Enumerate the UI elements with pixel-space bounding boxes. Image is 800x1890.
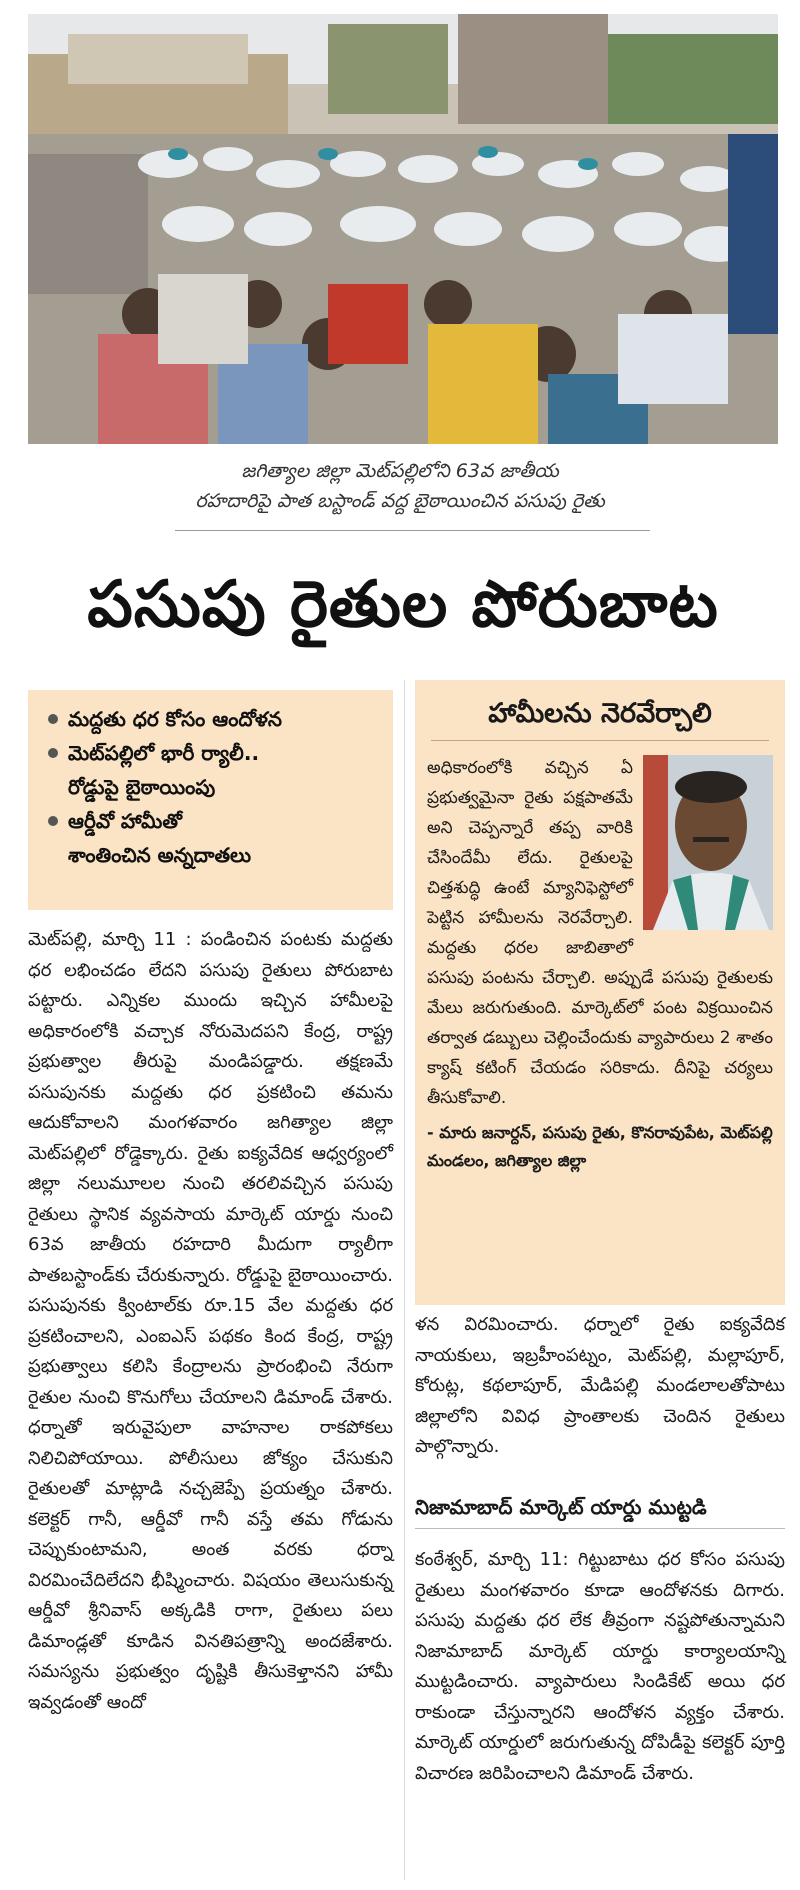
bullet-icon bbox=[48, 748, 58, 758]
farmer-portrait-image bbox=[643, 755, 773, 930]
highlight-text-cont: రోడ్డుపై బైఠాయింపు bbox=[68, 775, 216, 799]
highlight-item bbox=[42, 702, 379, 736]
bullet-icon bbox=[48, 714, 58, 724]
photo-caption bbox=[80, 456, 720, 516]
photo-caption-line2: రహదారిపై పాత బస్టాండ్ వద్ద బైఠాయించిన పసుపు రైతు bbox=[195, 490, 605, 512]
quote-text: అధికారంలోకి వచ్చిన ఏ ప్రభుత్వమైనా రైతు పక్షపాతమే అని చెప్పన్నారే తప్ప వారికి చేసిందేమీ లేదు. రైతులపై చిత్తశుద్ధి ఉంటే మ్యానిఫెస్టోలో పెట్టిన హామీలను నెరవేర్చాలి. మద్దతు ధరల జాబితాలో పసుపు పంటను చేర్చాలి. అప్పుడే పసుపు రైతులకు మేలు జరుగుతుంది. మార్కెట్‌లో పంట విక్రయించిన తర్వాత డబ్బులు చెల్లించేందుకు వ్యాపారులు 2 శాతం క్యాష్ కటింగ్ చేయడం సరికాదు. దీనిపై చర్యలు తీసుకోవాలి. bbox=[427, 758, 773, 1108]
quote-credit: - మారు జనార్దన్, పసుపు రైతు, కొనరావుపేట, మెట్‌పల్లి మండలం, జగిత్యాల జిల్లా bbox=[427, 1123, 773, 1170]
column-divider bbox=[404, 680, 405, 1880]
bullet-icon bbox=[48, 816, 58, 826]
article-body-left: మెట్‌పల్లి, మార్చి 11 : పండించిన పంటకు మద్దతు ధర లభించడం లేదని పసుపు రైతులు పోరుబాట పట్టారు. ఎన్నికల ముందు ఇచ్చిన హామీలపై అధికారంలోకి వచ్చాక నోరుమెదపని కేంద్ర, రాష్ట్ర ప్రభుత్వాల తీరుపై మండిపడ్డారు. తక్షణమే పసుపునకు మద్దతు ధర ప్రకటించి తమను ఆదుకోవాలని మంగళవారం జగిత్యాల జిల్లా మెట్‌పల్లిలో రోడ్డెక్కారు. రైతు ఐక్యవేదిక ఆధ్వర్యంలో జిల్లా నలుమూలల నుంచి తరలివచ్చిన పసుపు రైతులు స్థానిక వ్యవసాయ మార్కెట్ యార్డు నుంచి 63వ జాతీయ రహదారి మీదుగా ర్యాలీగా పాతబస్టాండ్‌కు చేరుకున్నారు. రోడ్డుపై బైఠాయించారు. పసుపునకు క్వింటాల్‌కు రూ.15 వేల మద్దతు ధర ప్రకటించాలని, ఎంఐఎస్ పథకం కింద కేంద్ర, రాష్ట్ర ప్రభుత్వాలు కలిసి కేంద్రాలను ప్రారంభించి నేరుగా రైతుల నుంచి కొనుగోలు చేయాలని డిమాండ్ చేశారు. ధర్నాతో ఇరువైపులా వాహనాల రాకపోకలు నిలిచిపోయాయి. పోలీసులు జోక్యం చేసుకుని రైతులతో మాట్లాడి నచ్చజెప్పే ప్రయత్నం చేశారు. కలెక్టర్ గానీ, ఆర్డీవో గానీ వస్తే తమ గోడును చెప్పుకుంటామని, అంత వరకు ధర్నా విరమించేదిలేదని భీష్మించారు. విషయం తెలుసుకున్న ఆర్డీవో శ్రీనివాస్ అక్కడికి రాగా, రైతులు పలు డిమాండ్లతో కూడిన వినతిపత్రాన్ని అందజేశారు. సమస్యను ప్రభుత్వం దృష్టికి తీసుకెళ్తానని హామీ ఇవ్వడంతో ఆందో bbox=[28, 929, 393, 1713]
highlight-text: మద్దతు ధర కోసం ఆందోళన bbox=[68, 707, 282, 731]
article-headline: పసుపు రైతుల పోరుబాట bbox=[87, 568, 719, 642]
quote-title: హామీలను నెరవేర్చాలి bbox=[431, 692, 769, 741]
protest-photo-image bbox=[28, 14, 778, 444]
highlights-box bbox=[28, 690, 393, 910]
highlight-item bbox=[42, 736, 379, 804]
nizamabad-body: కంఠేశ్వర్, మార్చి 11: గిట్టుబాటు ధర కోసం పసుపు రైతులు మంగళవారం కూడా ఆందోళనకు దిగారు. పసుపు మద్దతు ధర లేక తీవ్రంగా నష్టపోతున్నామని నిజామాబాద్ మార్కెట్ యార్డు కార్యాలయాన్ని ముట్టడించారు. వ్యాపారులు సిండికేట్ అయి ధర రాకుండా చేస్తున్నారని ఆందోళన వ్యక్తం చేశారు. మార్కెట్ యార్డులో జరుగుతున్న దోపిడీపై కలెక్టర్ పూర్తి విచారణ జరిపించాలని డిమాండ్ చేశారు. bbox=[415, 1549, 785, 1784]
highlight-item bbox=[42, 804, 379, 872]
highlight-text: ఆర్డీవో హామీతో bbox=[68, 809, 182, 833]
highlight-text: మెట్‌పల్లిలో భారీ ర్యాలీ.. bbox=[68, 741, 260, 765]
highlight-text-cont: శాంతించిన అన్నదాతలు bbox=[68, 843, 252, 867]
farmer-quote-box bbox=[415, 680, 785, 1305]
caption-divider bbox=[175, 530, 650, 531]
photo-caption-line1: జగిత్యాల జిల్లా మెట్‌పల్లిలోని 63వ జాతీయ bbox=[241, 460, 559, 482]
farmer-portrait bbox=[643, 755, 773, 930]
nizamabad-subheading: నిజామాబాద్ మార్కెట్ యార్డు ముట్టడి bbox=[415, 1490, 785, 1529]
protest-photo bbox=[28, 14, 778, 444]
article-body-right: ళన విరమించారు. ధర్నాలో రైతు ఐక్యవేదిక నాయకులు, ఇబ్రహీంపట్నం, మెట్‌పల్లి, మల్లాపూర్, కోరుట్ల, కథలాపూర్, మేడిపల్లి మండలాలతోపాటు జిల్లాలోని వివిధ ప్రాంతాలకు చెందిన రైతులు పాల్గొన్నారు. bbox=[415, 1314, 785, 1457]
